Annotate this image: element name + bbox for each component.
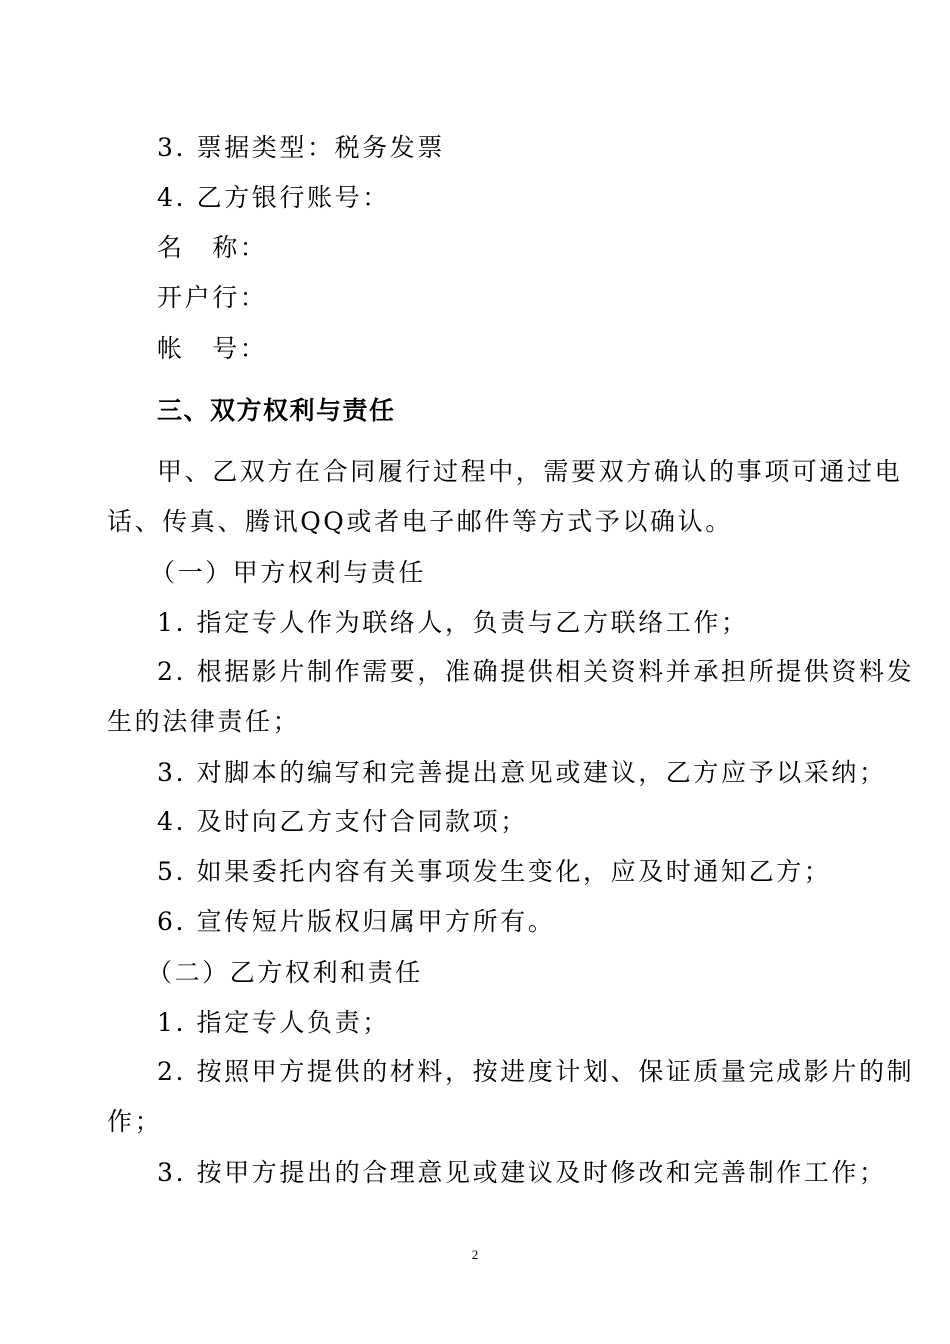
subsection-heading-party-b: （二）乙方权利和责任 [147,958,424,987]
account-number-line: 帐 号： [157,334,268,363]
list-item: 5. 如果委托内容有关事项发生变化，应及时通知乙方； [157,857,832,886]
list-item: 2. 根据影片制作需要，准确提供相关资料并承担所提供资料发 [157,657,915,686]
bank-account-line: 4. 乙方银行账号： [157,183,390,212]
list-item-continuation: 作； [107,1107,163,1136]
list-item: 4. 及时向乙方支付合同款项； [157,807,528,836]
invoice-type-line: 3. 票据类型：税务发票 [157,133,446,162]
bank-branch-line: 开户行： [157,283,268,312]
list-item: 1. 指定专人作为联络人，负责与乙方联络工作； [157,608,749,637]
list-item-continuation: 生的法律责任； [107,707,301,736]
list-item: 1. 指定专人负责； [157,1008,390,1037]
page-number: 2 [471,1247,479,1262]
subsection-heading-party-a: （一）甲方权利与责任 [150,558,427,587]
list-item: 6. 宣传短片版权归属甲方所有。 [157,907,556,936]
paragraph-line: 甲、乙双方在合同履行过程中，需要双方确认的事项可通过电 [157,457,903,486]
section-heading-rights: 三、双方权利与责任 [157,396,396,425]
list-item: 3. 对脚本的编写和完善提出意见或建议，乙方应予以采纳； [157,758,887,787]
list-item: 3. 按甲方提出的合理意见或建议及时修改和完善制作工作； [157,1158,887,1187]
paragraph-line: 话、传真、腾讯QQ或者电子邮件等方式予以确认。 [107,507,733,536]
account-name-line: 名 称： [157,233,268,262]
list-item: 2. 按照甲方提供的材料，按进度计划、保证质量完成影片的制 [157,1057,915,1086]
